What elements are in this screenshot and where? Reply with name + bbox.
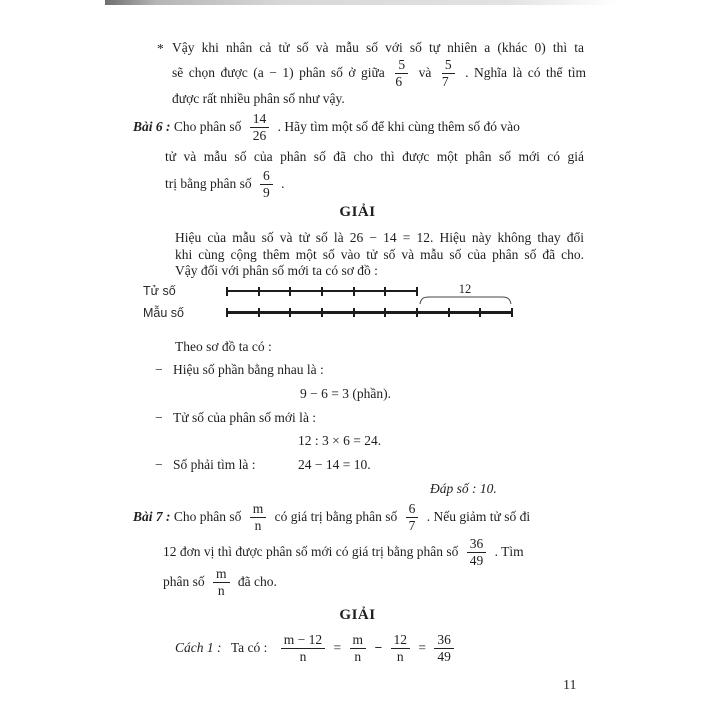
denominator-bar-line	[227, 311, 512, 314]
bar-tick	[448, 308, 450, 317]
fraction-m-n	[350, 633, 367, 664]
equals-sign: =	[418, 640, 427, 655]
fraction-36-49	[467, 537, 487, 568]
fraction-denominator: 7	[408, 518, 416, 534]
fraction-m-minus-12-n	[281, 633, 325, 664]
fraction-denominator: n	[254, 518, 262, 534]
fraction-5-6	[395, 58, 408, 89]
problem7-line2-text-b: . Tìm	[494, 544, 524, 559]
fraction-numerator: 5	[395, 58, 408, 74]
note-line2-text-a: sẽ chọn được (a − 1) phân số ở giữa	[172, 65, 385, 80]
bar-tick	[416, 308, 418, 317]
fraction-denominator: 49	[437, 649, 451, 665]
bar-tick	[258, 287, 260, 296]
fraction-14-26	[250, 112, 270, 143]
denominator-bar-label: Mẫu số	[143, 306, 184, 320]
equals-sign: =	[333, 640, 342, 655]
problem6-label: Bài 6 :	[133, 119, 171, 134]
solution6-item2-label: Tử số của phân số mới là :	[173, 410, 317, 425]
note-line2	[172, 56, 586, 90]
fraction-36-49	[434, 633, 454, 664]
solution6-para-line1: Hiệu của mẫu số và tử số là 26 − 14 = 12. Hiệu này không thay đổi	[175, 230, 584, 245]
problem6-line3-text-b: .	[281, 176, 285, 191]
solution6-para-line2: khi cùng cộng thêm một số vào tử số và mẫu số của phân số đã cho.	[175, 247, 584, 262]
bar-tick	[479, 308, 481, 317]
solution6-answer: Đáp số : 10.	[430, 481, 497, 496]
fraction-numerator: m	[250, 502, 267, 518]
note-line2-text-c: . Nghĩa là có thể tìm	[465, 65, 587, 80]
solution7-method-label: Cách 1 :	[175, 640, 222, 655]
solution6-intro: Theo sơ đồ ta có :	[175, 339, 272, 354]
fraction-denominator: 7	[441, 74, 449, 90]
problem7-line3	[163, 564, 277, 600]
fraction-6-9	[260, 169, 273, 200]
solution6-item1-label: Hiệu số phần bằng nhau là :	[173, 362, 324, 377]
bar-tick	[289, 287, 291, 296]
fraction-numerator: 36	[467, 537, 487, 553]
fraction-12-n	[391, 633, 411, 664]
problem6-line2: tử và mẫu số của phân số đã cho thì được một phân số mới có giá	[165, 149, 584, 164]
problem7-line1-text-c: . Nếu giảm tử số đi	[426, 509, 531, 524]
fraction-numerator: m	[213, 567, 230, 583]
difference-value-label: 12	[458, 282, 472, 296]
page-number: 11	[563, 678, 577, 693]
solution7-intro: Ta có :	[230, 640, 268, 655]
note-marker: *	[157, 41, 164, 56]
problem7-line1-text-a: Cho phân số	[173, 509, 242, 524]
solution6-heading: GIẢI	[339, 204, 376, 220]
bar-tick	[511, 308, 513, 317]
note-line3: được rất nhiều phân số như vậy.	[172, 91, 345, 106]
fraction-m-n	[250, 502, 267, 533]
fraction-numerator: m − 12	[281, 633, 325, 649]
problem7-label: Bài 7 :	[133, 509, 171, 524]
numerator-bar-label: Tử số	[143, 284, 176, 298]
fraction-numerator: 6	[260, 169, 273, 185]
fraction-6-7	[406, 502, 419, 533]
fraction-denominator: n	[354, 649, 362, 665]
bullet-dash: −	[155, 457, 163, 472]
fraction-denominator: n	[299, 649, 307, 665]
problem6-line1-text-a: Cho phân số	[173, 119, 242, 134]
fraction-denominator: 9	[263, 185, 270, 201]
fraction-numerator: 12	[391, 633, 411, 649]
problem6-line3-text-a: trị bằng phân số	[165, 176, 252, 191]
fraction-bar-diagram	[140, 278, 540, 328]
note-line2-text-b: và	[418, 65, 432, 80]
problem6-line3	[165, 168, 285, 201]
problem7-line3-text-a: phân số	[163, 574, 205, 589]
bar-tick	[384, 287, 386, 296]
solution6-item2-equation: 12 : 3 × 6 = 24.	[298, 433, 382, 448]
problem6-line1-text-b: . Hãy tìm một số để khi cùng thêm số đó vào	[277, 119, 520, 134]
fraction-denominator: 26	[252, 128, 267, 144]
minus-sign: −	[374, 640, 383, 655]
fraction-denominator: 6	[395, 74, 403, 90]
bar-tick	[321, 287, 323, 296]
bullet-dash: −	[155, 362, 163, 377]
solution7-equation-line	[175, 628, 459, 668]
bar-tick	[258, 308, 260, 317]
solution6-para-line3: Vậy đối với phân số mới ta có sơ đồ :	[175, 263, 378, 278]
bar-tick	[353, 287, 355, 296]
fraction-numerator: 5	[442, 58, 455, 74]
fraction-numerator: m	[350, 633, 367, 649]
numerator-bar-line	[227, 290, 417, 292]
bar-tick	[353, 308, 355, 317]
bar-tick	[289, 308, 291, 317]
solution6-item3-label: Số phải tìm là :	[173, 457, 256, 472]
bullet-dash: −	[155, 410, 163, 425]
fraction-numerator: 14	[250, 112, 270, 128]
fraction-denominator: 49	[469, 553, 484, 569]
fraction-numerator: 36	[434, 633, 454, 649]
problem6-line1	[133, 112, 520, 144]
solution7-heading: GIẢI	[339, 607, 376, 623]
problem7-line1-text-b: có giá trị bằng phân số	[274, 509, 398, 524]
problem7-line3-text-b: đã cho.	[237, 574, 277, 589]
fraction-numerator: 6	[406, 502, 419, 518]
page-top-shadow	[105, 0, 618, 5]
fraction-m-n	[213, 567, 230, 598]
bar-tick	[226, 287, 228, 296]
bar-tick	[321, 308, 323, 317]
solution6-item1-equation: 9 − 6 = 3 (phần).	[300, 386, 391, 401]
bar-tick	[384, 308, 386, 317]
fraction-denominator: n	[217, 583, 225, 599]
fraction-5-7	[442, 58, 455, 89]
problem7-line1	[133, 500, 530, 534]
fraction-denominator: n	[396, 649, 404, 665]
bar-tick	[226, 308, 228, 317]
problem7-line2-text-a: 12 đơn vị thì được phân số mới có giá trị bằng phân số	[163, 544, 459, 559]
note-line1: Vậy khi nhân cả tử số và mẫu số với số tự nhiên a (khác 0) thì ta	[172, 40, 584, 55]
solution6-item3-equation: 24 − 14 = 10.	[298, 457, 371, 472]
